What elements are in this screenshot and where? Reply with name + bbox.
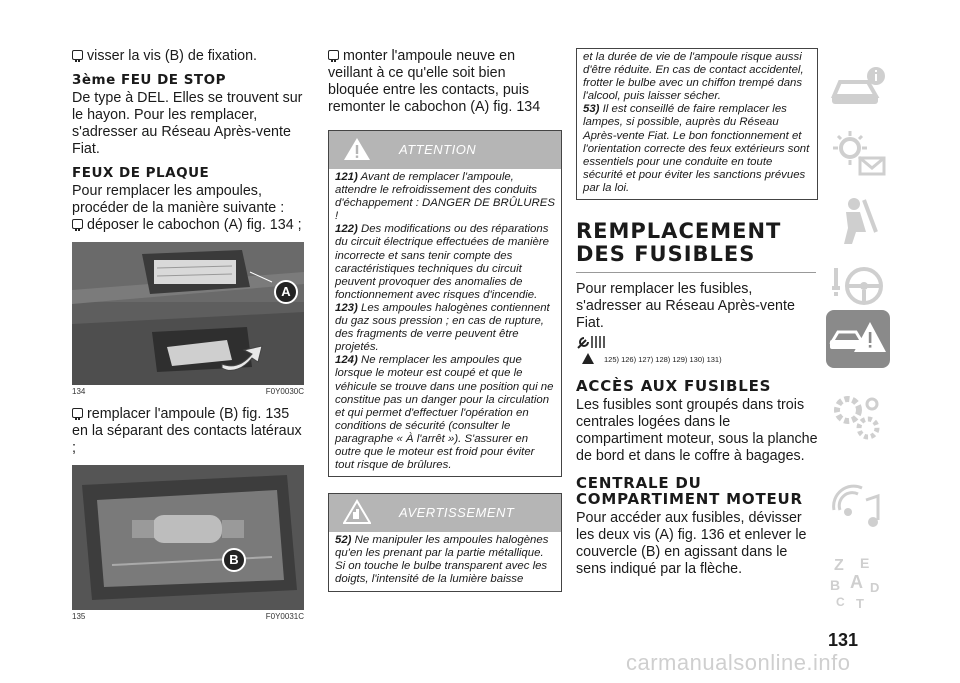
paragraph-replace-fuses: Pour remplacer les fusibles, s'adresser au Réseau Après-vente Fiat. [576,281,795,332]
item-text: Des modifications ou des réparations du circuit électrique effectuées de manière incorrecte et sans tenir compte des caractéristiques techniques du circuit peuvent provoquer des anomalies de fonctionnement avec risques d'incendie. [335,223,550,301]
callout-a: A [274,280,298,304]
avertissement-box [328,493,562,591]
tab-multimedia[interactable] [826,480,890,538]
attention-box [328,130,562,477]
car-info-icon [826,58,890,116]
avertissement-title: AVERTISSEMENT [399,505,515,521]
paragraph-fuse-access: Les fusibles sont groupés dans trois centrales logées dans le compartiment moteur, sous la planche de bord et dans le coffre à bagages. [576,397,818,465]
page-number: 131 [828,630,859,650]
bullet-icon [72,50,83,60]
warning-item [335,354,555,472]
bullet-text: remplacer l'ampoule (B) fig. 135 en la séparant des contacts latéraux ; [72,406,302,456]
item-number: 52) [335,534,352,547]
index-letter: E [860,555,870,571]
heading-engine-compartment: CENTRALE DU COMPARTIMENT MOTEUR [576,474,803,509]
safety-airbag-icon [826,192,890,250]
figure-134-caption [72,387,304,396]
tab-starting-driving[interactable] [826,258,890,316]
bullet-icon [72,219,83,229]
wrench-icon [576,334,610,352]
figure-134-illustration [72,242,304,385]
item-text: Avant de remplacer l'ampoule, attendre le refroidissement des conduits d'échappement : DANGER DE BRÛLURES ! [335,171,555,223]
warning-item [335,302,555,354]
index-letter: Z [834,557,844,574]
item-number: 53) [583,103,600,116]
paragraph-third-stop: De type à DEL. Elles se trouvent sur le hayon. Pour les remplacer, s'adresser au Réseau Après-vente Fiat. [72,90,303,157]
bullet-mount-bulb [328,48,560,116]
tab-maintenance[interactable] [826,390,890,448]
item-number: 122) [335,223,358,236]
warning-item [583,103,811,195]
heading-line-2: DES FUSIBLES [576,242,756,267]
watermark: carmanualsonline.info [626,650,851,675]
attention-text [329,169,561,476]
tab-warning-lights[interactable] [826,126,890,184]
index-icon [826,548,890,612]
item-number: 121) [335,171,358,183]
warning-item [335,171,555,223]
starting-driving-icon [826,258,890,316]
continued-paragraph: et la durée de vie de l'ampoule risque aussi d'être réduite. En cas de contact accidentel, frotter le bulbe avec un chiffon trempé dans l'alcool, puis laisser sécher. [583,51,804,103]
index-letter: B [830,577,841,593]
reference-numbers: 125) 126) 127) 128) 129) 130) 131) [604,355,722,365]
paragraph-engine-compartment: Pour accéder aux fusibles, dévisser les deux vis (A) fig. 136 et enlever le couvercle (B) en agissant dans le sens indiqué par la flèche. [576,510,807,578]
warning-small-icon [582,353,594,364]
maintenance-icon [826,390,890,448]
heading-line-1: REMPLACEMENT [576,219,782,244]
heading-replace-fuses [576,220,818,266]
figure-134 [72,242,304,385]
tab-emergency[interactable] [826,310,890,368]
callout-b: B [222,548,246,572]
bullet-text: visser la vis (B) de fixation. [87,48,258,64]
column-3 [576,48,818,578]
figure-number: 134 [72,387,86,396]
column-2 [328,48,560,592]
heading-plate-lights: FEUX DE PLAQUE [72,165,210,181]
warning-item [335,534,555,586]
bullet-remove-cover [72,217,304,234]
bullet-text: monter l'ampoule neuve en veillant à ce qu'elle soit bien bloquée entre les contacts, puis remonter le cabochon (A) fig. 134 [328,48,541,115]
heading-third-stop: 3ème FEU DE STOP [72,72,227,88]
figure-135-illustration [72,465,304,610]
continued-text [577,49,817,199]
references-row [576,334,818,364]
tab-index[interactable] [826,548,890,611]
figure-135 [72,465,304,610]
avertissement-text [329,532,561,590]
attention-title: ATTENTION [399,142,477,157]
index-letter: T [856,596,864,611]
bullet-icon [328,50,339,60]
heading-fuse-access: ACCÈS AUX FUSIBLES [576,377,772,396]
bullet-icon [72,408,83,418]
figure-code: F0Y0031C [265,612,304,621]
tab-car-info[interactable] [826,58,890,116]
item-text: Les ampoules halogènes contiennent du gaz sous pression ; en cas de rupture, des fragments de verre peuvent être projetés. [335,301,550,354]
figure-code: F0Y0030C [265,387,304,396]
warning-item [335,223,555,302]
item-number: 123) [335,301,358,314]
figure-number: 135 [72,612,86,621]
hand-warning-icon [343,499,371,525]
continued-box [576,48,818,200]
item-text: Ne manipuler les ampoules halogènes qu'en les prenant par la partie métallique. Si on touche le bulbe transparent avec les doigts, l'intensité de la lumière baisse [335,534,549,586]
tab-safety[interactable] [826,192,890,250]
emergency-icon [826,310,890,368]
paragraph-plate-lights: Pour remplacer les ampoules, procéder de la manière suivante : [72,183,285,216]
bullet-replace-bulb [72,406,304,457]
warning-triangle-icon [343,136,371,162]
bullet-text: déposer le cabochon (A) fig. 134 ; [87,217,302,233]
bullet-screw [72,48,304,65]
index-letter: D [870,580,880,595]
warning-lights-icon [826,126,890,184]
item-text: Ne remplacer les ampoules que lorsque le moteur est coupé et que le véhicule se trouve dans une position qui ne constitue pas un danger pour la circulation et qui permet d'effectuer l'opération en conditions de sécurité (consulter le paragraphe « À l'arrêt »). S'assurer en outre que le moteur est froid pour éviter tout risque de brûlures. [335,354,554,472]
figure-135-caption [72,612,304,621]
column-1 [72,48,304,621]
divider [576,272,816,273]
item-number: 124) [335,354,358,367]
avertissement-header [329,494,561,532]
item-text: Il est conseillé de faire remplacer les lampes, si possible, auprès du Réseau Après-vente Fiat. Le bon fonctionnement et l'orientation correcte des feux extérieurs sont essentiels pour une conduite en toute sécurité et pour éviter les sanctions prévues par la loi. [583,103,810,194]
index-letter: A [850,572,863,592]
attention-header [329,131,561,169]
multimedia-icon [826,480,890,538]
index-letter: C [836,595,845,609]
